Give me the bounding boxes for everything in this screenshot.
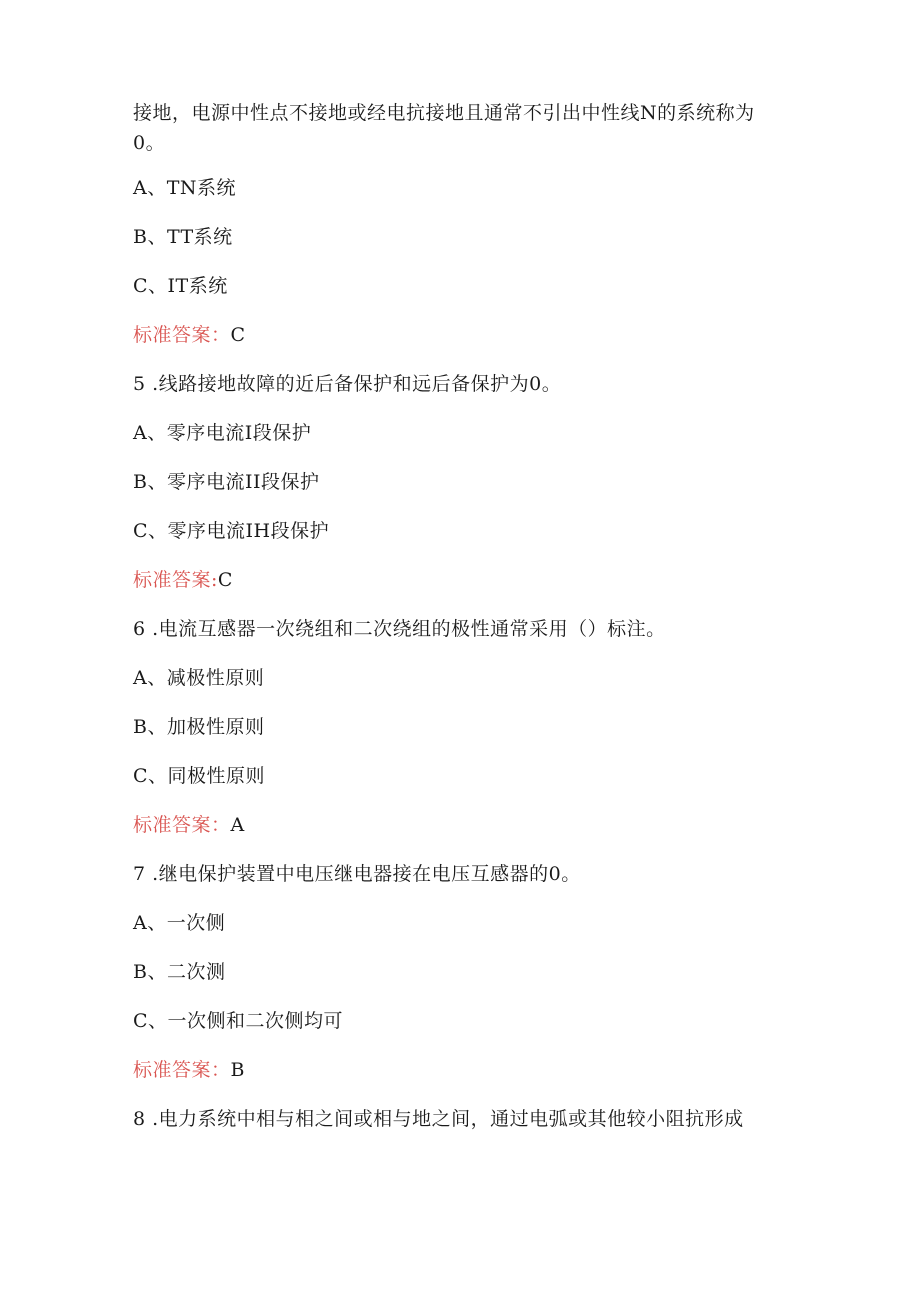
answer-label: 标准答案: (133, 569, 218, 591)
question-stem-continued-end: 0。 (133, 132, 166, 154)
question-5-option-b: B、零序电流II段保护 (133, 471, 320, 493)
question-6-option-a: A、减极性原则 (133, 667, 265, 689)
answer-value: B (230, 1059, 245, 1081)
question-stem-continued: 接地，电源中性点不接地或经电抗接地且通常不引出中性线N的系统称为 (133, 102, 755, 124)
question-5-answer (133, 568, 233, 592)
answer-value: A (230, 814, 245, 836)
answer-label: 标准答案： (133, 324, 231, 346)
question-7-option-c: C、一次侧和二次侧均可 (133, 1010, 344, 1032)
question-7-answer (133, 1058, 245, 1082)
option-c: C、IT系统 (133, 275, 228, 297)
option-a: A、TN系统 (133, 177, 237, 199)
option-b: B、TT系统 (133, 226, 233, 248)
question-5-stem: 5 .线路接地故障的近后备保护和远后备保护为0。 (133, 373, 562, 395)
question-7-stem: 7 .继电保护装置中电压继电器接在电压互感器的0。 (133, 863, 581, 885)
question-7-option-a: A、一次侧 (133, 912, 226, 934)
question-5-option-a: A、零序电流I段保护 (133, 422, 312, 444)
question-6-option-c: C、同极性原则 (133, 765, 266, 787)
answer-value: C (217, 569, 233, 591)
question-6-option-b: B、加极性原则 (133, 716, 265, 738)
question-5-option-c: C、零序电流IH段保护 (133, 520, 330, 542)
answer-value: C (230, 324, 246, 346)
question-8-stem: 8 .电力系统中相与相之间或相与地之间，通过电弧或其他较小阻抗形成 (133, 1108, 744, 1130)
answer-label: 标准答案： (133, 1059, 231, 1081)
question-7-option-b: B、二次测 (133, 961, 226, 983)
answer-line (133, 323, 246, 347)
question-6-stem: 6 .电流互感器一次绕组和二次绕组的极性通常采用（）标注。 (133, 618, 666, 640)
answer-label: 标准答案： (133, 814, 231, 836)
question-6-answer (133, 813, 245, 837)
